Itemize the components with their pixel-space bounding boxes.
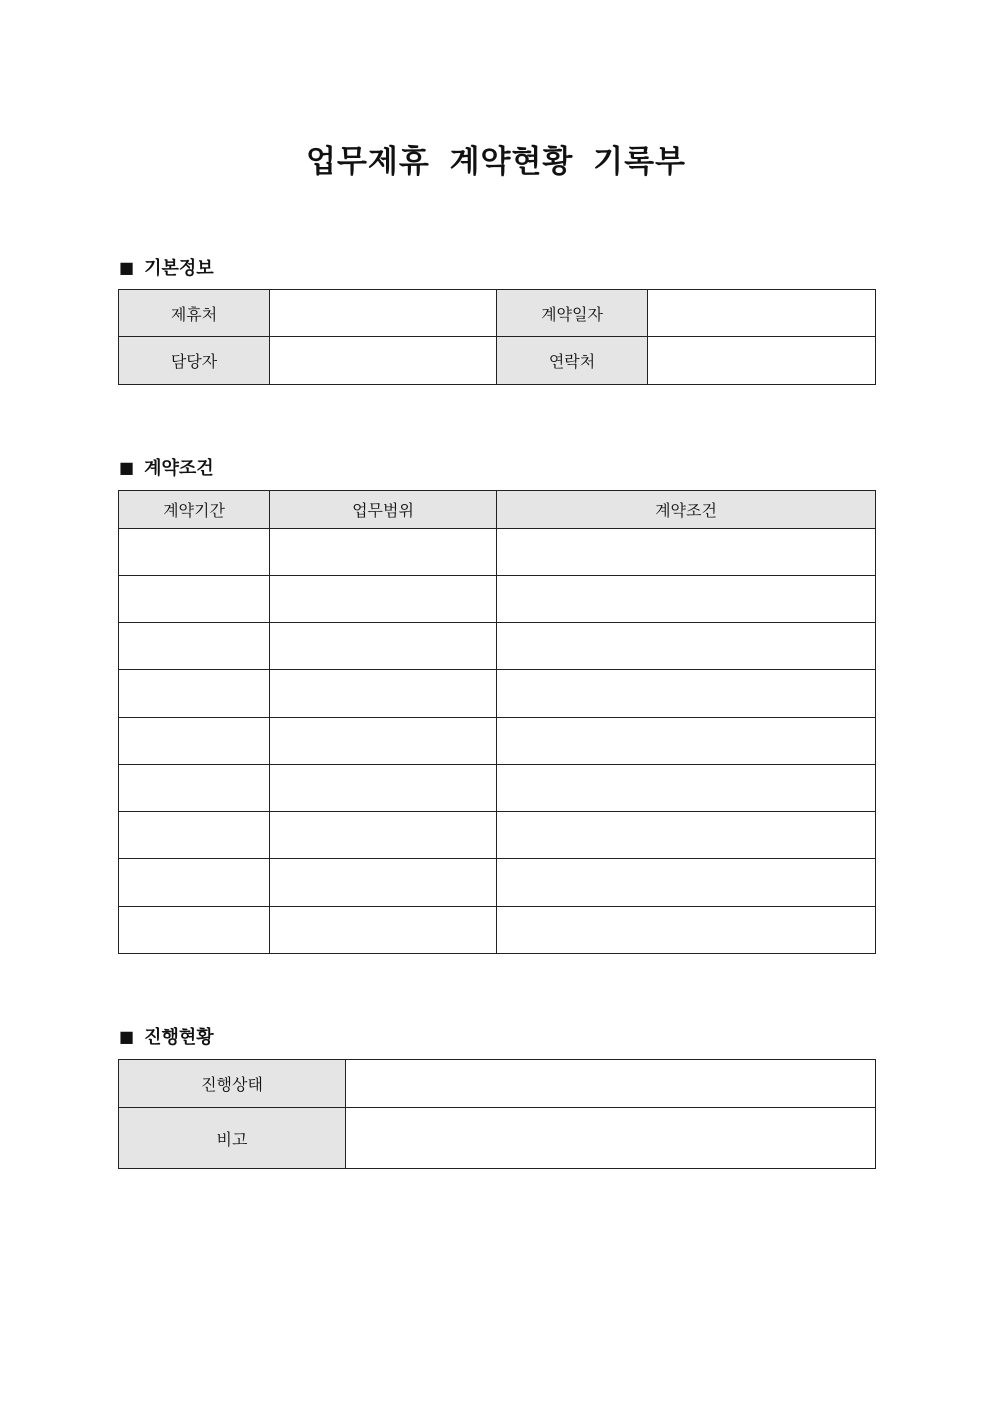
manager-field[interactable] <box>270 337 497 385</box>
section-title: 기본정보 <box>144 258 214 279</box>
scope-cell[interactable] <box>270 529 497 576</box>
label-contact: 연락처 <box>497 337 648 385</box>
scope-cell[interactable] <box>270 859 497 907</box>
scope-cell[interactable] <box>270 907 497 954</box>
contract-terms-table <box>118 490 876 954</box>
table-row <box>119 859 876 907</box>
terms-cell[interactable] <box>497 670 876 718</box>
period-cell[interactable] <box>119 718 270 765</box>
table-row <box>119 1060 876 1108</box>
square-bullet-icon: ■ <box>119 257 135 277</box>
label-progress-status: 진행상태 <box>119 1060 346 1108</box>
table-row <box>119 907 876 954</box>
period-cell[interactable] <box>119 812 270 859</box>
label-manager: 담당자 <box>119 337 270 385</box>
section-heading-contract-terms <box>119 454 214 480</box>
scope-cell[interactable] <box>270 718 497 765</box>
label-partner: 제휴처 <box>119 290 270 337</box>
period-cell[interactable] <box>119 907 270 954</box>
section-title: 계약조건 <box>144 458 214 479</box>
section-heading-progress <box>119 1023 214 1049</box>
scope-cell[interactable] <box>270 812 497 859</box>
scope-cell[interactable] <box>270 765 497 812</box>
table-row <box>119 765 876 812</box>
table-row <box>119 812 876 859</box>
table-row <box>119 290 876 337</box>
table-row <box>119 1108 876 1169</box>
terms-cell[interactable] <box>497 718 876 765</box>
section-heading-basic-info <box>119 254 214 280</box>
label-remarks: 비고 <box>119 1108 346 1169</box>
period-cell[interactable] <box>119 859 270 907</box>
period-cell[interactable] <box>119 529 270 576</box>
label-contract-date: 계약일자 <box>497 290 648 337</box>
period-cell[interactable] <box>119 623 270 670</box>
table-row <box>119 670 876 718</box>
terms-cell[interactable] <box>497 529 876 576</box>
terms-cell[interactable] <box>497 765 876 812</box>
terms-cell[interactable] <box>497 812 876 859</box>
progress-status-field[interactable] <box>346 1060 876 1108</box>
table-row <box>119 718 876 765</box>
column-header-terms: 계약조건 <box>497 491 876 529</box>
square-bullet-icon: ■ <box>119 1026 135 1046</box>
table-row <box>119 529 876 576</box>
table-row <box>119 623 876 670</box>
terms-cell[interactable] <box>497 907 876 954</box>
table-row <box>119 576 876 623</box>
page-title: 업무제휴 계약현황 기록부 <box>306 144 686 180</box>
basic-info-table <box>118 289 876 385</box>
square-bullet-icon: ■ <box>119 457 135 477</box>
scope-cell[interactable] <box>270 576 497 623</box>
scope-cell[interactable] <box>270 623 497 670</box>
section-title: 진행현황 <box>144 1027 214 1048</box>
terms-cell[interactable] <box>497 859 876 907</box>
column-header-scope: 업무범위 <box>270 491 497 529</box>
terms-cell[interactable] <box>497 623 876 670</box>
terms-cell[interactable] <box>497 576 876 623</box>
progress-table <box>118 1059 876 1169</box>
partner-field[interactable] <box>270 290 497 337</box>
table-row <box>119 337 876 385</box>
period-cell[interactable] <box>119 576 270 623</box>
contract-date-field[interactable] <box>648 290 876 337</box>
scope-cell[interactable] <box>270 670 497 718</box>
period-cell[interactable] <box>119 765 270 812</box>
table-header-row <box>119 491 876 529</box>
column-header-period: 계약기간 <box>119 491 270 529</box>
contact-field[interactable] <box>648 337 876 385</box>
remarks-field[interactable] <box>346 1108 876 1169</box>
period-cell[interactable] <box>119 670 270 718</box>
